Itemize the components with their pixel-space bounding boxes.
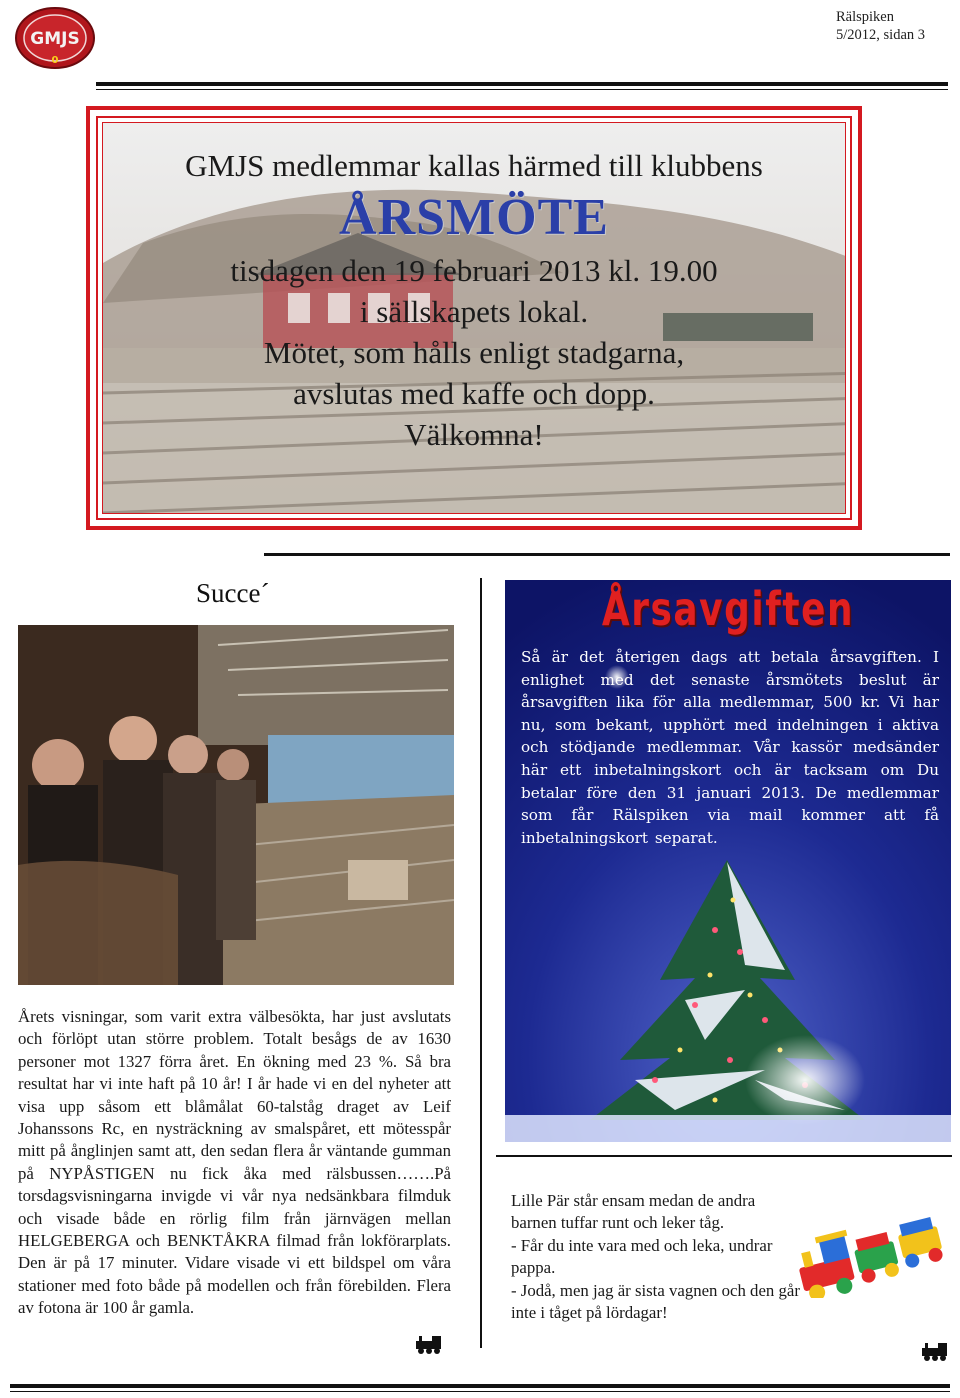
club-logo bbox=[14, 6, 96, 70]
meeting-date-line: tisdagen den 19 februari 2013 kl. 19.00 bbox=[230, 253, 718, 288]
joke-line-2: - Får du inte vara med och leka, undrar pappa. bbox=[511, 1235, 773, 1278]
joke-line-1: Lille Pär står ensam medan de andra barnen tuffar runt och leker tåg. bbox=[511, 1191, 756, 1233]
meeting-rules-line: Mötet, som hålls enligt stadgarna, bbox=[263, 335, 685, 370]
section-rule-thick bbox=[264, 553, 950, 556]
meeting-coffee-line: avslutas med kaffe och dopp. bbox=[293, 376, 655, 411]
joke-line-3: - Jodå, men jag är sista vagnen och den går inte i tåget på lördagar! bbox=[511, 1280, 800, 1323]
toy-train-image bbox=[792, 1198, 952, 1298]
right-column-divider bbox=[496, 1155, 952, 1157]
joke-text bbox=[511, 1190, 801, 1324]
meeting-text bbox=[103, 145, 845, 455]
header-rule-thick bbox=[96, 82, 948, 86]
meeting-place-line: i sällskapets lokal. bbox=[359, 294, 589, 329]
logo-text: GMJS bbox=[30, 29, 80, 49]
succe-body-text: Årets visningar, som varit extra välbesökta, har just avslutats och förlöpt utan större problem. Totalt besågs de av 1630 personer mot 1327 förra året. En ökning med 23 %. Så bra resultat har vi inte haft på 10 år! I år hade vi en del nyheter att visa upp såsom ett blåmålat 60-talståg draget av Leif Johanssons Rc, en nysträckning av smalspåret, ett mötesspår mitt på ånglinjen samt att, den sedan flera år väntande gumman på NYPÅSTIGEN nu fick åka med rälsbussen…….På torsdagsvisningarna invigde vi vår nya nedsänkbara filmduk och visade både en rörlig film från järnvägen mellan HELGEBERGA och BENKTÅKRA filmad från lokförarplats. Den är på 17 minuter. Vidare visade vi ett bildspel om våra stationer med foto både på modellen och från förebilden. Flera av fotona är 100 år gamla. bbox=[18, 1007, 451, 1318]
succe-heading: Succe´ bbox=[196, 578, 270, 608]
locomotive-icon bbox=[920, 1340, 950, 1362]
issue-page: 5/2012, sidan 3 bbox=[836, 27, 926, 43]
locomotive-icon bbox=[414, 1333, 444, 1355]
meeting-invite-line: GMJS medlemmar kallas härmed till klubbens bbox=[185, 148, 763, 183]
publication-name: Rälspiken bbox=[836, 9, 894, 25]
membership-fee-panel bbox=[505, 580, 951, 1142]
column-divider bbox=[480, 578, 482, 1348]
footer-rule-thick bbox=[10, 1384, 950, 1388]
logo-sub: 0 bbox=[51, 55, 59, 66]
membership-fee-text: Så är det återigen dags att betala årsavgiften. I enlighet med det senaste årsmötets beslut är årsavgiften lika för alla medlemmar, 500 kr. Vi har nu, som bekant, upphört med indelningen i aktiva och stödjande medlemmar. Vår kassör medsänder här ett inbetalningskort och är tacksam om Du betalar före den 31 januari 2013. De medlemmar som får Rälspiken via mail kommer att få inbetalningskort separat. bbox=[521, 648, 939, 847]
membership-fee-heading: Årsavgiften bbox=[601, 582, 855, 636]
header-rule-thin bbox=[96, 89, 948, 90]
annual-meeting-box bbox=[86, 106, 862, 530]
running-head bbox=[836, 8, 925, 44]
meeting-welcome-line: Välkomna! bbox=[404, 417, 544, 452]
meeting-headline: ÅRSMÖTE bbox=[339, 189, 609, 246]
footer-rule-thin bbox=[10, 1391, 950, 1392]
visitors-photo bbox=[18, 625, 454, 985]
